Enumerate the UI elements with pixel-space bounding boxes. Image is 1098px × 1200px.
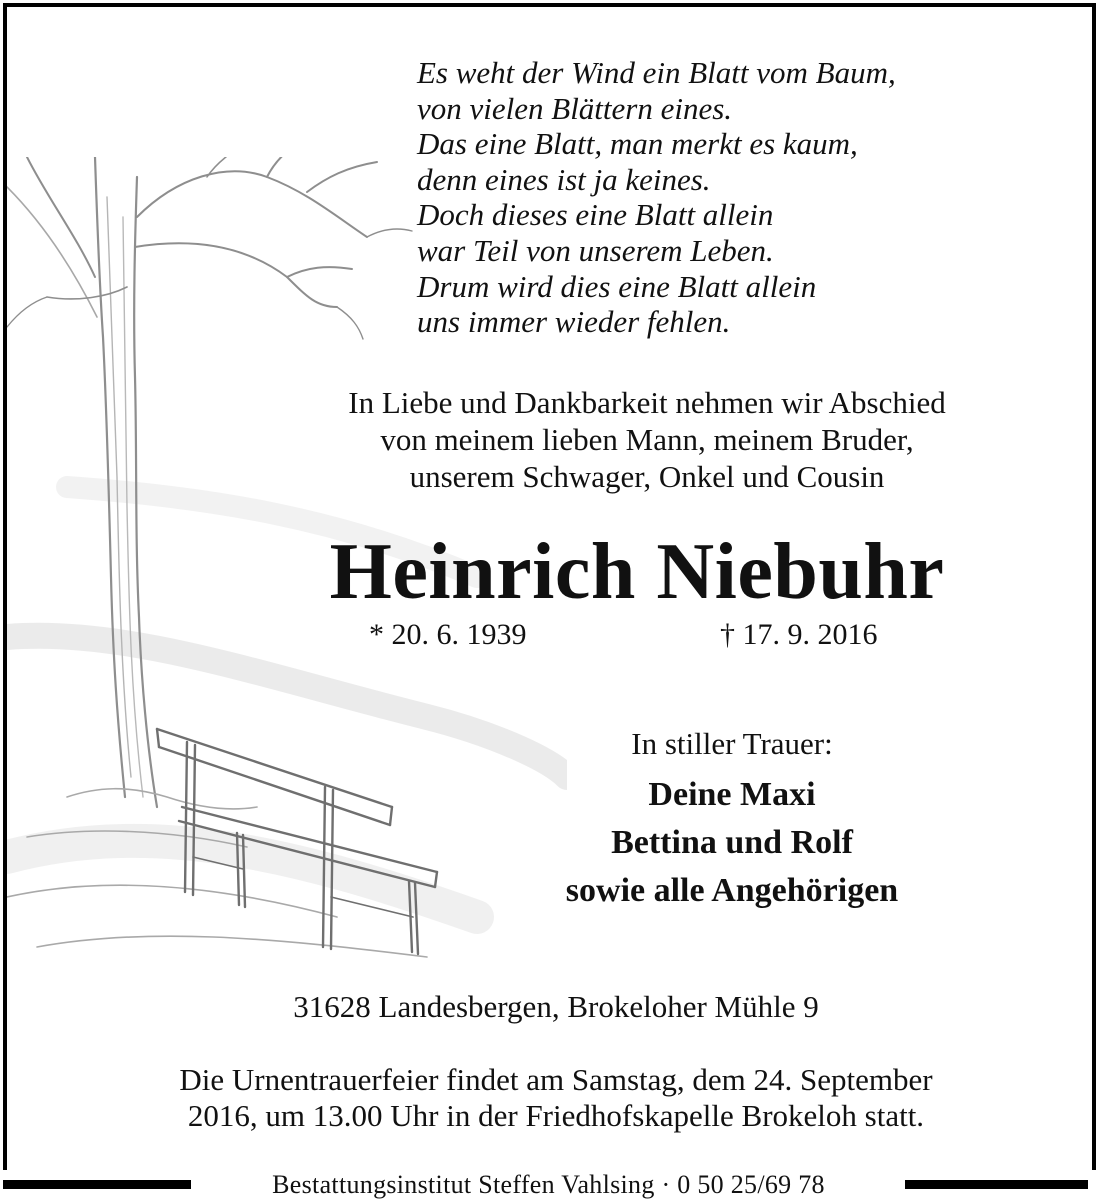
mourner-name: Bettina und Rolf [611, 824, 853, 861]
poem-line: Das eine Blatt, man merkt es kaum, [417, 126, 858, 162]
funeral-home-contact: Bestattungsinstitut Steffen Vahlsing · 0 50 25/69 78 [272, 1170, 825, 1199]
ceremony-line: 2016, um 13.00 Uhr in der Friedhofskapelle Brokeloh statt. [187, 1098, 925, 1133]
poem-line: Doch dieses eine Blatt allein [417, 197, 774, 233]
ceremony-notice [27, 1062, 1085, 1134]
poem-line: Drum wird dies eine Blatt allein [417, 268, 817, 304]
family-address: 31628 Landesbergen, Brokeloher Mühle 9 [293, 989, 819, 1024]
intro-line: von meinem lieben Mann, meinem Bruder, [380, 422, 914, 457]
farewell-intro [217, 384, 1077, 495]
intro-line: unserem Schwager, Onkel und Cousin [409, 459, 885, 494]
ceremony-line: Die Urnentrauerfeier findet am Samstag, dem 24. September [179, 1062, 933, 1097]
footer-rule-left [3, 1180, 191, 1189]
tree-branches-sketch [7, 157, 412, 339]
poem-line: Es weht der Wind ein Blatt vom Baum, [417, 55, 896, 90]
obituary-frame [3, 3, 1096, 1179]
mourning-label: In stiller Trauer: [631, 726, 833, 761]
poem-line: denn eines ist ja keines. [417, 161, 711, 197]
deceased-name: Heinrich Niebuhr [329, 528, 945, 616]
death-date: † 17. 9. 2016 [720, 618, 878, 651]
poem-line: von vielen Blättern eines. [417, 90, 733, 126]
footer-rule-right [905, 1180, 1088, 1189]
funeral-home-footer [0, 1170, 1098, 1200]
mourners-block [487, 725, 977, 915]
mourner-name: Deine Maxi [648, 776, 816, 813]
birth-date: * 20. 6. 1939 [369, 618, 527, 651]
poem-line: uns immer wieder fehlen. [417, 304, 731, 340]
memorial-poem [417, 55, 1077, 340]
mourner-name: sowie alle Angehörigen [565, 872, 899, 909]
intro-line: In Liebe und Dankbarkeit nehmen wir Abschied [348, 385, 946, 420]
poem-line: war Teil von unserem Leben. [417, 232, 774, 268]
